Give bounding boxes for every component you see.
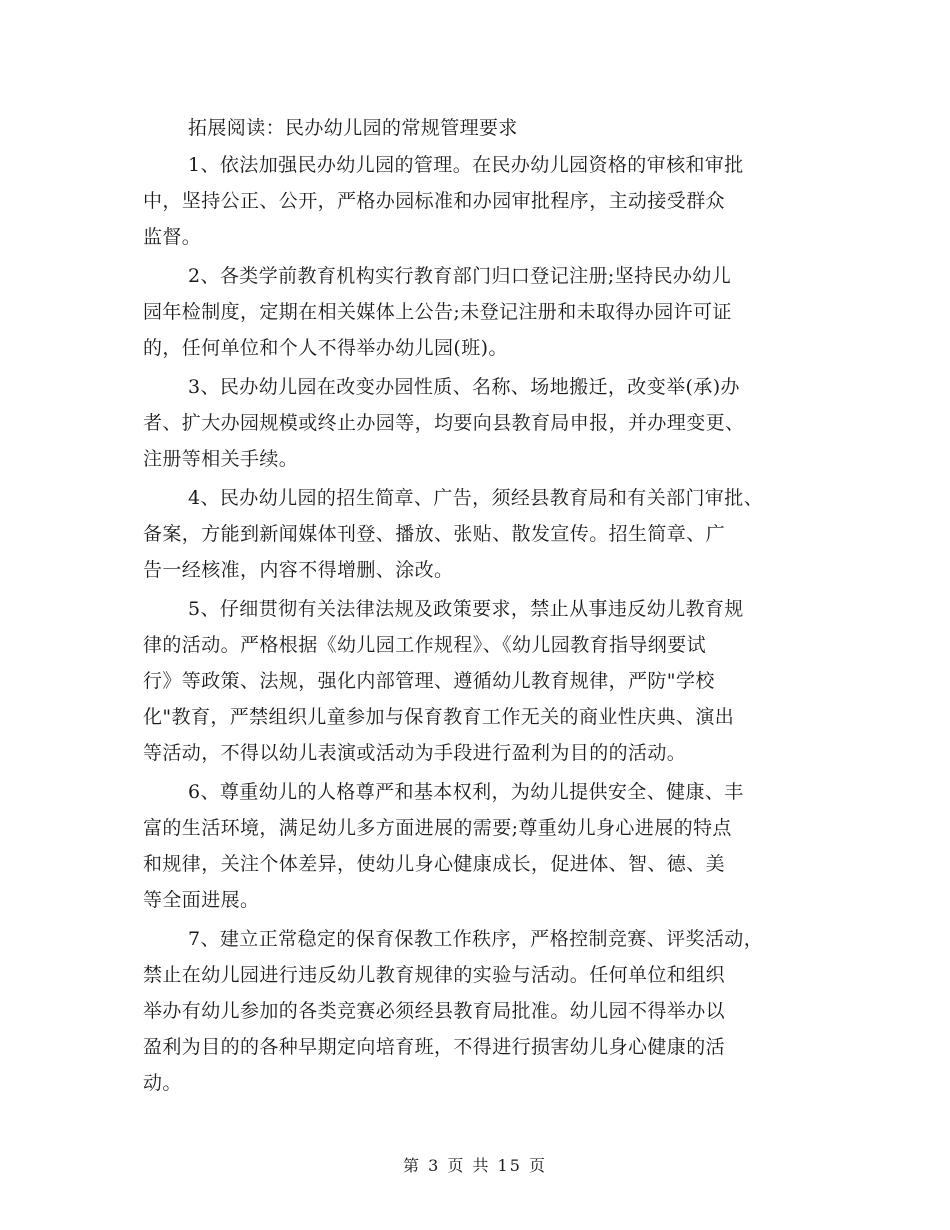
paragraph-line: 告一经核准，内容不得增删、涂改。	[143, 559, 454, 581]
paragraph-2	[143, 258, 833, 366]
paragraph-line: 备案，方能到新闻媒体刊登、播放、张贴、散发宣传。招生简章、广	[143, 523, 726, 545]
paragraph-4	[143, 480, 833, 588]
paragraph-line: 7、建立正常稳定的保育保教工作秩序，严格控制竞赛、评奖活动，	[188, 928, 764, 950]
paragraph-line: 等活动，不得以幼儿表演或活动为手段进行盈利为目的的活动。	[143, 742, 687, 764]
paragraph-line: 等全面进展。	[143, 889, 260, 911]
paragraph-line: 者、扩大办园规模或终止办园等，均要向县教育局申报，并办理变更、	[143, 412, 745, 434]
paragraph-line: 3、民办幼儿园在改变办园性质、名称、场地搬迁，改变举(承)办	[188, 376, 740, 398]
document-heading: 拓展阅读：民办幼儿园的常规管理要求	[188, 117, 518, 139]
paragraph-line: 监督。	[143, 226, 202, 248]
paragraph-line: 律的活动。严格根据《幼儿园工作规程》、《幼儿园教育指导纲要试	[143, 634, 707, 656]
paragraph-line: 富的生活环境，满足幼儿多方面进展的需要;尊重幼儿身心进展的特点	[143, 817, 732, 839]
paragraph-6	[143, 774, 833, 918]
paragraph-line: 动。	[143, 1072, 182, 1094]
paragraph-1	[143, 147, 833, 255]
paragraph-line: 禁止在幼儿园进行违反幼儿教育规律的实验与活动。任何单位和组织	[143, 964, 726, 986]
paragraph-line: 的，任何单位和个人不得举办幼儿园(班)。	[143, 337, 508, 359]
paragraph-line: 和规律，关注个体差异，使幼儿身心健康成长，促进体、智、德、美	[143, 853, 726, 875]
paragraph-line: 注册等相关手续。	[143, 448, 299, 470]
paragraph-3	[143, 369, 833, 477]
paragraph-line: 6、尊重幼儿的人格尊严和基本权利，为幼儿提供安全、健康、丰	[188, 781, 744, 803]
paragraph-5	[143, 591, 833, 771]
page-number-footer: 第 3 页 共 15 页	[403, 1156, 547, 1175]
paragraph-line: 4、民办幼儿园的招生简章、广告，须经县教育局和有关部门审批、	[188, 487, 764, 509]
paragraph-7	[143, 921, 833, 1101]
paragraph-line: 盈利为目的的各种早期定向培育班，不得进行损害幼儿身心健康的活	[143, 1036, 726, 1058]
paragraph-line: 1、依法加强民办幼儿园的管理。在民办幼儿园资格的审核和审批	[188, 154, 744, 176]
document-body	[143, 110, 833, 1104]
paragraph-line: 中，坚持公正、公开，严格办园标准和办园审批程序，主动接受群众	[143, 190, 726, 212]
paragraph-line: 举办有幼儿参加的各类竞赛必须经县教育局批准。幼儿园不得举办以	[143, 1000, 726, 1022]
paragraph-line: 化"教育，严禁组织儿童参加与保育教育工作无关的商业性庆典、演出	[143, 706, 735, 728]
paragraph-line: 2、各类学前教育机构实行教育部门归口登记注册;坚持民办幼儿	[188, 265, 732, 287]
paragraph-line: 园年检制度，定期在相关媒体上公告;未登记注册和未取得办园许可证	[143, 301, 732, 323]
paragraph-line: 行》等政策、法规，强化内部管理、遵循幼儿教育规律，严防"学校	[143, 670, 715, 692]
paragraph-line: 5、仔细贯彻有关法律法规及政策要求，禁止从事违反幼儿教育规	[188, 598, 744, 620]
